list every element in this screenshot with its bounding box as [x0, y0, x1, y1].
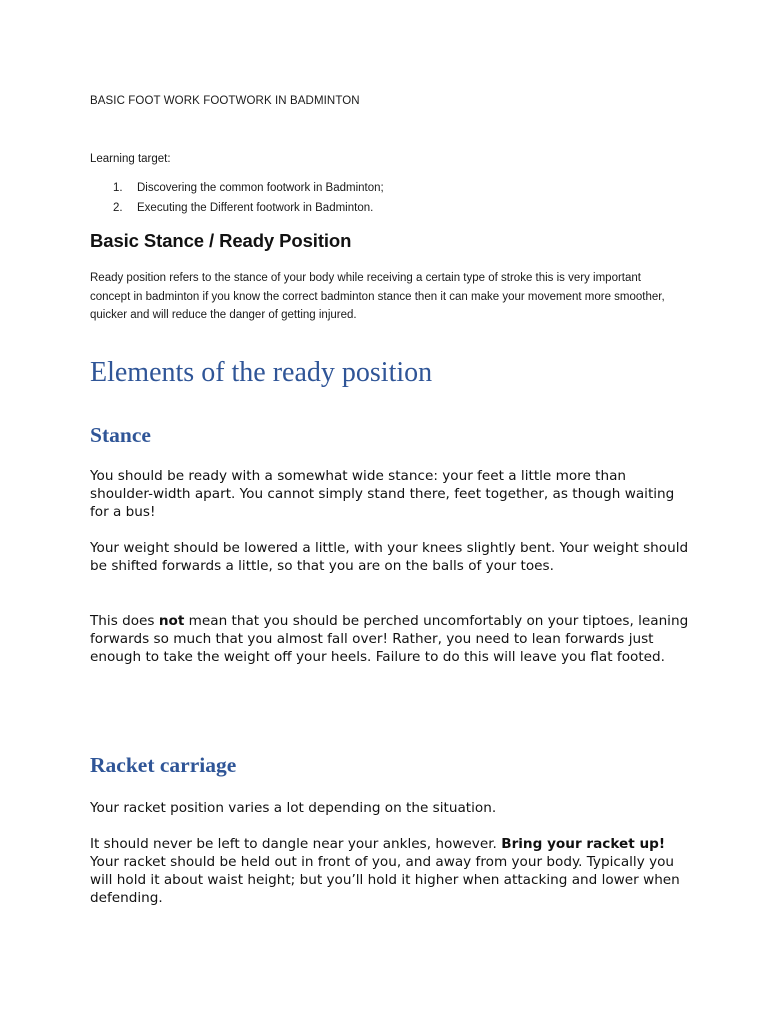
- stance-paragraph-3: [90, 612, 690, 666]
- learning-target-list: [90, 181, 384, 221]
- paragraph-text: mean that you should be perched uncomfortably on your tiptoes, leaning forwards so much that you almost fall over! Rather, you need to lean forwards just enough to take the weight off your heels. Failure to do this will leave you flat footed.: [90, 613, 689, 666]
- elements-heading: Elements of the ready position: [90, 357, 433, 388]
- paragraph-text: Your racket should be held out in front of you, and away from your body. Typically you will hold it about waist height; but you’ll hold it higher when attacking and lower when defending.: [90, 854, 680, 907]
- emphasis-text: not: [158, 613, 185, 629]
- paragraph-text: This does: [90, 613, 159, 629]
- list-item: [90, 181, 384, 201]
- racket-paragraph-2: [90, 835, 690, 907]
- list-item: [90, 201, 384, 221]
- racket-carriage-heading: Racket carriage: [90, 753, 237, 777]
- basic-stance-heading: Basic Stance / Ready Position: [90, 230, 352, 251]
- list-item-text: Executing the Different footwork in Badminton.: [137, 202, 374, 214]
- stance-heading: Stance: [90, 423, 151, 447]
- list-item-number: 2.: [113, 202, 123, 214]
- paragraph-text: It should never be left to dangle near your ankles, however.: [90, 836, 502, 852]
- stance-paragraph-2: Your weight should be lowered a little, with your knees slightly bent. Your weight should be shifted forwards a little, so that you are on the balls of your toes.: [90, 540, 689, 575]
- learning-target-label: Learning target:: [90, 153, 171, 165]
- racket-paragraph-1: Your racket position varies a lot depending on the situation.: [90, 800, 497, 816]
- ready-position-paragraph: Ready position refers to the stance of your body while receiving a certain type of stroke this is very important concept in badminton if you know the correct badminton stance then it can make your movement more smoother, quicker and will reduce the danger of getting injured.: [90, 272, 665, 321]
- list-item-number: 1.: [113, 182, 123, 194]
- stance-paragraph-1: You should be ready with a somewhat wide stance: your feet a little more than shoulder-width apart. You cannot simply stand there, feet together, as though waiting for a bus!: [90, 468, 675, 521]
- list-item-text: Discovering the common footwork in Badminton;: [137, 182, 384, 194]
- document-title: BASIC FOOT WORK FOOTWORK IN BADMINTON: [90, 95, 360, 107]
- emphasis-text: Bring your racket up!: [501, 836, 666, 852]
